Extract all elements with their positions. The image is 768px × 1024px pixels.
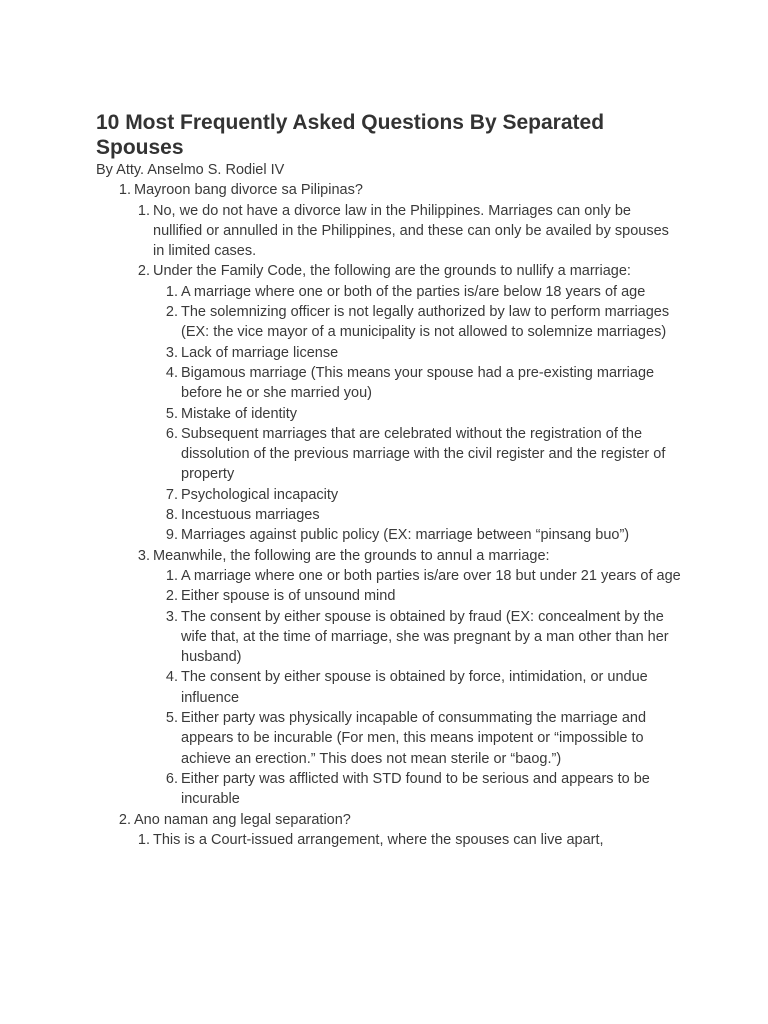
list-item <box>153 769 681 810</box>
list-item-text: Either party was physically incapable of consummating the marriage and appears to be incurable (For men, this means impotent or “impossible to achieve an erection.” This does not mean sterile or “baog.”) <box>181 710 647 767</box>
answer-list <box>134 830 681 850</box>
list-item <box>153 505 681 525</box>
faq-question <box>96 810 681 851</box>
list-number: 6. <box>165 425 178 442</box>
list-number: 4. <box>165 364 178 381</box>
annulment-grounds-list <box>153 566 681 810</box>
list-number: 3. <box>137 547 150 564</box>
question-text: Mayroon bang divorce sa Pilipinas? <box>134 182 363 199</box>
list-number: 5. <box>165 710 178 727</box>
answer-item <box>134 830 681 850</box>
list-item <box>153 343 681 363</box>
list-item <box>153 566 681 586</box>
list-item-text: Bigamous marriage (This means your spouse had a pre-existing marriage before he or she married you) <box>181 364 655 402</box>
list-item-text: Mistake of identity <box>181 405 298 422</box>
list-number: 4. <box>165 669 178 686</box>
answer-text: Under the Family Code, the following are the grounds to nullify a marriage: <box>153 263 631 280</box>
list-number: 1. <box>137 202 150 219</box>
list-number: 3. <box>165 344 178 361</box>
list-number: 6. <box>165 770 178 787</box>
list-item <box>153 302 681 343</box>
answer-text: Meanwhile, the following are the grounds to annul a marriage: <box>153 547 550 564</box>
list-item-text: Subsequent marriages that are celebrated without the registration of the dissolution of the previous marriage with the civil register and the register of property <box>181 425 666 483</box>
faq-list <box>96 180 681 850</box>
list-item <box>153 404 681 424</box>
list-number: 7. <box>165 486 178 503</box>
list-item <box>153 667 681 708</box>
list-item-text: Marriages against public policy (EX: marriage between “pinsang buo”) <box>181 527 630 544</box>
list-item-text: A marriage where one or both of the parties is/are below 18 years of age <box>181 283 646 300</box>
list-number: 1. <box>137 831 150 848</box>
list-item-text: Either spouse is of unsound mind <box>181 588 396 605</box>
answer-text: No, we do not have a divorce law in the Philippines. Marriages can only be nullified or annulled in the Philippines, and these can only be availed by spouses in limited cases. <box>153 202 669 260</box>
list-item-text: The consent by either spouse is obtained by force, intimidation, or undue influence <box>181 669 648 706</box>
list-item-text: Lack of marriage license <box>181 344 339 361</box>
list-item <box>153 424 681 485</box>
faq-question <box>96 180 681 809</box>
list-number: 5. <box>165 405 178 422</box>
list-item <box>153 586 681 606</box>
list-item-text: Psychological incapacity <box>181 486 339 503</box>
nullity-grounds-list <box>153 282 681 546</box>
answer-item <box>134 261 681 545</box>
list-item-text: A marriage where one or both parties is/are over 18 but under 21 years of age <box>181 567 681 584</box>
list-item-text: The consent by either spouse is obtained by fraud (EX: concealment by the wife that, at the time of marriage, she was pregnant by a man other than her husband) <box>181 608 669 666</box>
list-item <box>153 525 681 545</box>
list-item-text: The solemnizing officer is not legally authorized by law to perform marriages (EX: the vice mayor of a municipality is not allowed to solemnize marriages) <box>181 304 670 341</box>
list-item-text: Incestuous marriages <box>181 507 320 524</box>
list-item <box>153 282 681 302</box>
list-number: 1. <box>165 283 178 300</box>
list-item <box>153 485 681 505</box>
list-number: 9. <box>165 527 178 544</box>
list-number: 2. <box>165 588 178 605</box>
list-number: 1. <box>118 182 131 199</box>
list-item <box>153 607 681 668</box>
document-title: 10 Most Frequently Asked Questions By Separated Spouses <box>96 111 605 159</box>
list-number: 1. <box>165 567 178 584</box>
list-number: 2. <box>118 811 131 828</box>
author-line: By Atty. Anselmo S. Rodiel IV <box>96 162 285 178</box>
list-item-text: Either party was afflicted with STD found to be serious and appears to be incurable <box>181 770 650 808</box>
list-number: 2. <box>165 304 178 321</box>
document-page <box>96 110 681 850</box>
list-number: 3. <box>165 608 178 625</box>
list-number: 8. <box>165 507 178 524</box>
list-number: 2. <box>137 263 150 280</box>
list-item <box>153 363 681 404</box>
question-text: Ano naman ang legal separation? <box>134 811 351 828</box>
list-item <box>153 708 681 769</box>
answer-item <box>134 201 681 262</box>
answer-text: This is a Court-issued arrangement, where the spouses can live apart, <box>153 831 604 848</box>
answer-item <box>134 546 681 810</box>
answer-list <box>134 201 681 810</box>
